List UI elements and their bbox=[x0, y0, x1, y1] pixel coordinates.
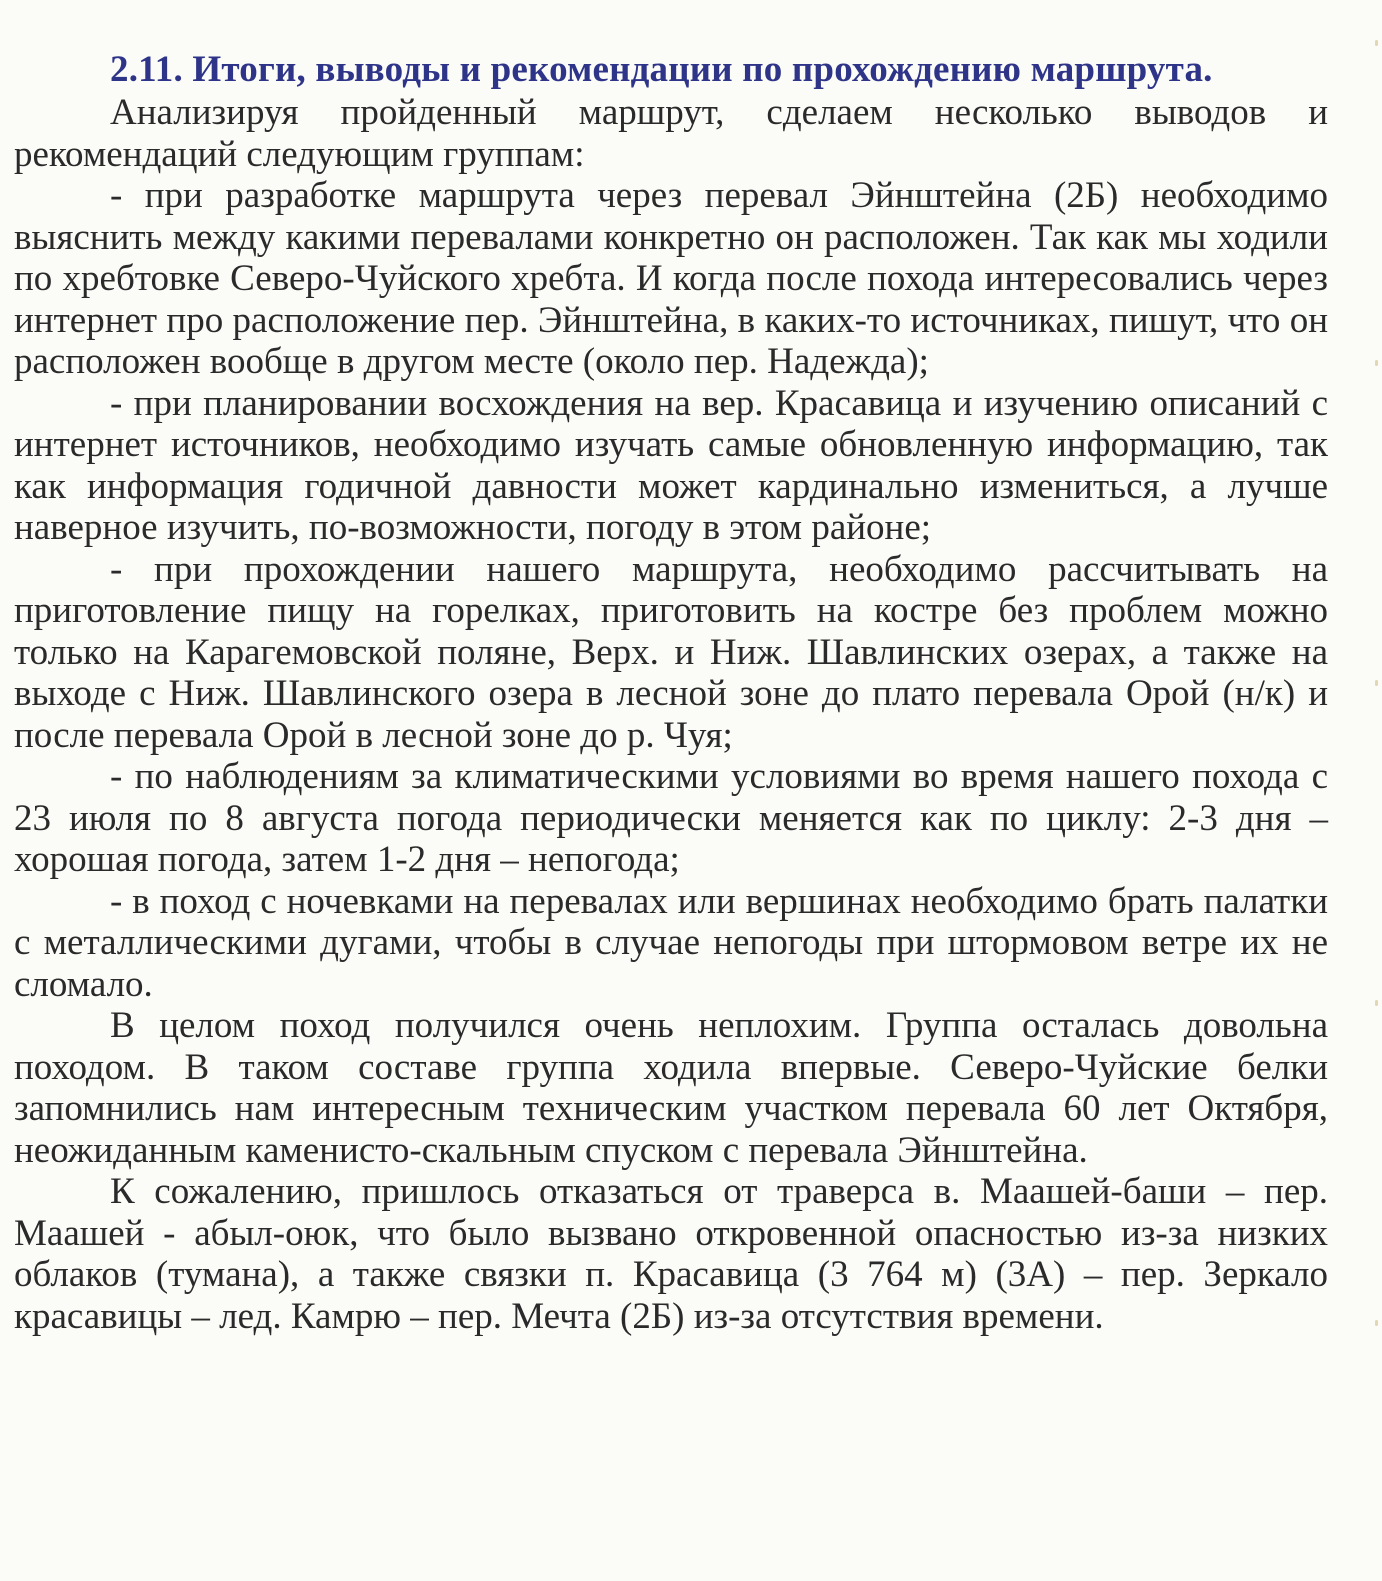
summary-paragraph: В целом поход получился очень неплохим. Группа осталась довольна походом. В таком составе группа ходила впервые. Северо-Чуйские белки запомнились нам интересным техническим участком перевала 60 лет Октября, неожиданным камениcто-скальным спуском с перевала Эйнштейна. bbox=[14, 1005, 1328, 1171]
recommendation-item: - по наблюдениям за климатическими условиями во время нашего похода с 23 июля по 8 августа погода периодически меняется как по циклу: 2-3 дня – хорошая погода, затем 1-2 дня – непогода; bbox=[14, 756, 1328, 880]
page-edge-mark bbox=[1375, 680, 1378, 686]
page-edge-mark bbox=[1375, 40, 1378, 46]
section-heading: 2.11. Итоги, выводы и рекомендации по прохождению маршрута. bbox=[110, 49, 1213, 90]
page-edge-mark bbox=[1375, 1320, 1378, 1326]
recommendation-item: - в поход с ночевками на перевалах или вершинах необходимо брать палатки с металлическими дугами, чтобы в случае непогоды при штормовом ветре их не сломало. bbox=[14, 880, 1328, 1005]
recommendation-item: - при планировании восхождения на вер. Красавица и изучению описаний с интернет источников, необходимо изучать самые обновленную информацию, так как информация годичной давности может кардинально измениться, а лучше наверное изучить, по-возможности, погоду в этом районе; bbox=[14, 382, 1328, 548]
recommendation-item: - при прохождении нашего маршрута, необходимо рассчитывать на приготовление пищу на горелках, приготовить на костре без проблем можно только на Карагемовской поляне, Верх. и Ниж. Шавлинских озерах, а также на выходе с Ниж. Шавлинского озера в лесной зоне до плато перевала Орой (н/к) и после перевала Орой в лесной зоне до р. Чуя; bbox=[14, 548, 1328, 756]
intro-paragraph: Анализируя пройденный маршрут, сделаем несколько выводов и рекомендаций следующим группам: bbox=[14, 92, 1328, 175]
recommendation-item: - при разработке маршрута через перевал Эйнштейна (2Б) необходимо выяснить между какими перевалами конкретно он расположен. Так как мы ходили по хребтовке Северо-Чуйского хребта. И когда после похода интересовались через интернет про расположение пер. Эйнштейна, в каких-то источниках, пишут, что он расположен вообще в другом месте (около пер. Надежда); bbox=[14, 175, 1328, 382]
page-edge-mark bbox=[1375, 360, 1378, 366]
closing-paragraph: К сожалению, пришлось отказаться от траверса в. Маашей-баши – пер. Маашей - абыл-оюк, что было вызвано откровенной опасностью из-за низких облаков (тумана), а также связки п. Красавица (3 764 м) (3А) – пер. Зеркало красавицы – лед. Камрю – пер. Мечта (2Б) из-за отсутствия времени. bbox=[14, 1171, 1328, 1337]
page-edge-mark bbox=[1375, 1000, 1378, 1006]
